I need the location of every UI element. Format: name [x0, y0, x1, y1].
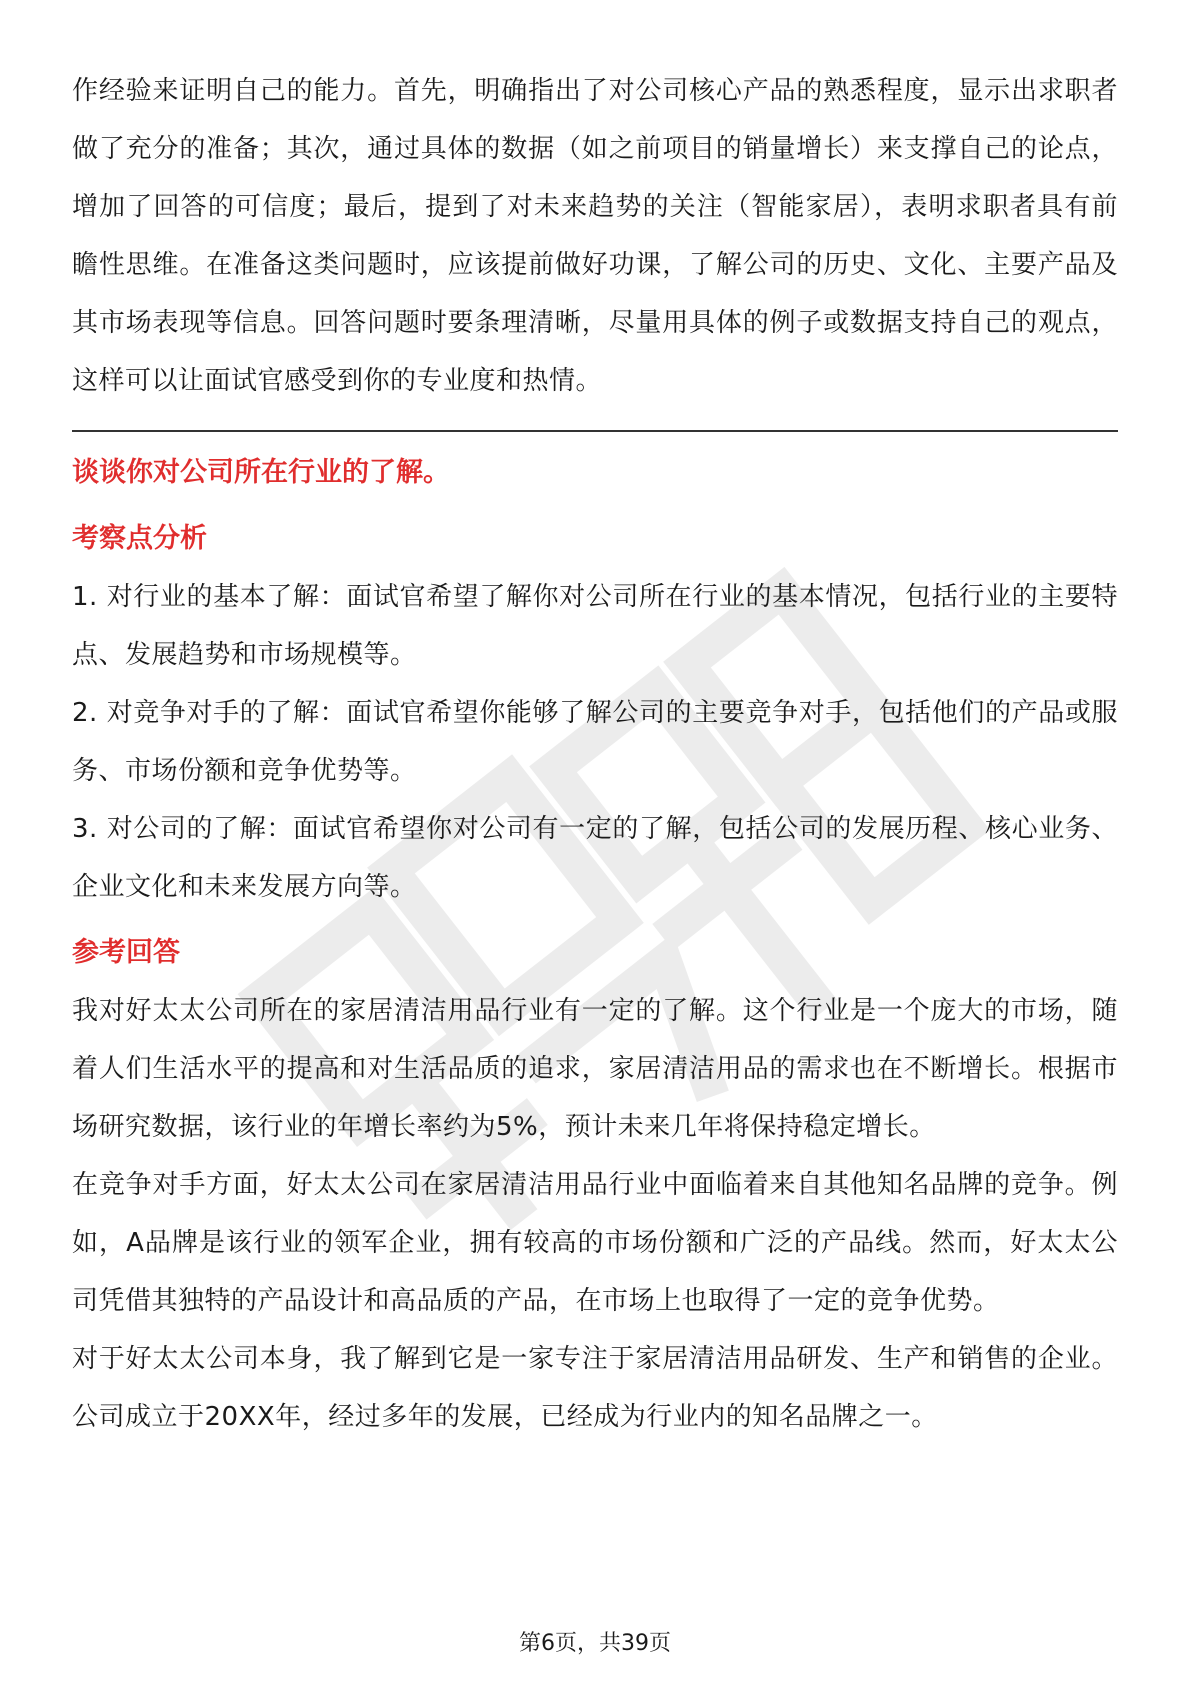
question-title: 谈谈你对公司所在行业的了解。: [72, 457, 450, 488]
analysis-heading: 考察点分析: [72, 523, 207, 554]
page-number: 第6页，共39页: [519, 1631, 671, 1656]
analysis-item: 1. 对行业的基本了解：面试官希望了解你对公司所在行业的基本情况，包括行业的主要特点、发展趋势和市场规模等。: [72, 582, 1118, 670]
page-content: [72, 62, 1118, 1446]
analysis-item: 3. 对公司的了解：面试官希望你对公司有一定的了解，包括公司的发展历程、核心业务、企业文化和未来发展方向等。: [72, 814, 1118, 902]
intro-paragraph: 作经验来证明自己的能力。首先，明确指出了对公司核心产品的熟悉程度，显示出求职者做了充分的准备；其次，通过具体的数据（如之前项目的销量增长）来支撑自己的论点，增加了回答的可信度；最后，提到了对未来趋势的关注（智能家居），表明求职者具有前瞻性思维。在准备这类问题时，应该提前做好功课，了解公司的历史、文化、主要产品及其市场表现等信息。回答问题时要条理清晰，尽量用具体的例子或数据支持自己的观点，这样可以让面试官感受到你的专业度和热情。: [72, 76, 1118, 396]
answer-heading: 参考回答: [72, 937, 180, 968]
answer-paragraph: 对于好太太公司本身，我了解到它是一家专注于家居清洁用品研发、生产和销售的企业。公司成立于20XX年，经过多年的发展，已经成为行业内的知名品牌之一。: [72, 1344, 1118, 1432]
section-divider: [72, 430, 1118, 432]
answer-paragraph: 我对好太太公司所在的家居清洁用品行业有一定的了解。这个行业是一个庞大的市场，随着人们生活水平的提高和对生活品质的追求，家居清洁用品的需求也在不断增长。根据市场研究数据，该行业的年增长率约为5%，预计未来几年将保持稳定增长。: [72, 996, 1118, 1142]
analysis-item: 2. 对竞争对手的了解：面试官希望你能够了解公司的主要竞争对手，包括他们的产品或服务、市场份额和竞争优势等。: [72, 698, 1118, 786]
answer-paragraph: 在竞争对手方面，好太太公司在家居清洁用品行业中面临着来自其他知名品牌的竞争。例如，A品牌是该行业的领军企业，拥有较高的市场份额和广泛的产品线。然而，好太太公司凭借其独特的产品设计和高品质的产品，在市场上也取得了一定的竞争优势。: [72, 1170, 1118, 1316]
